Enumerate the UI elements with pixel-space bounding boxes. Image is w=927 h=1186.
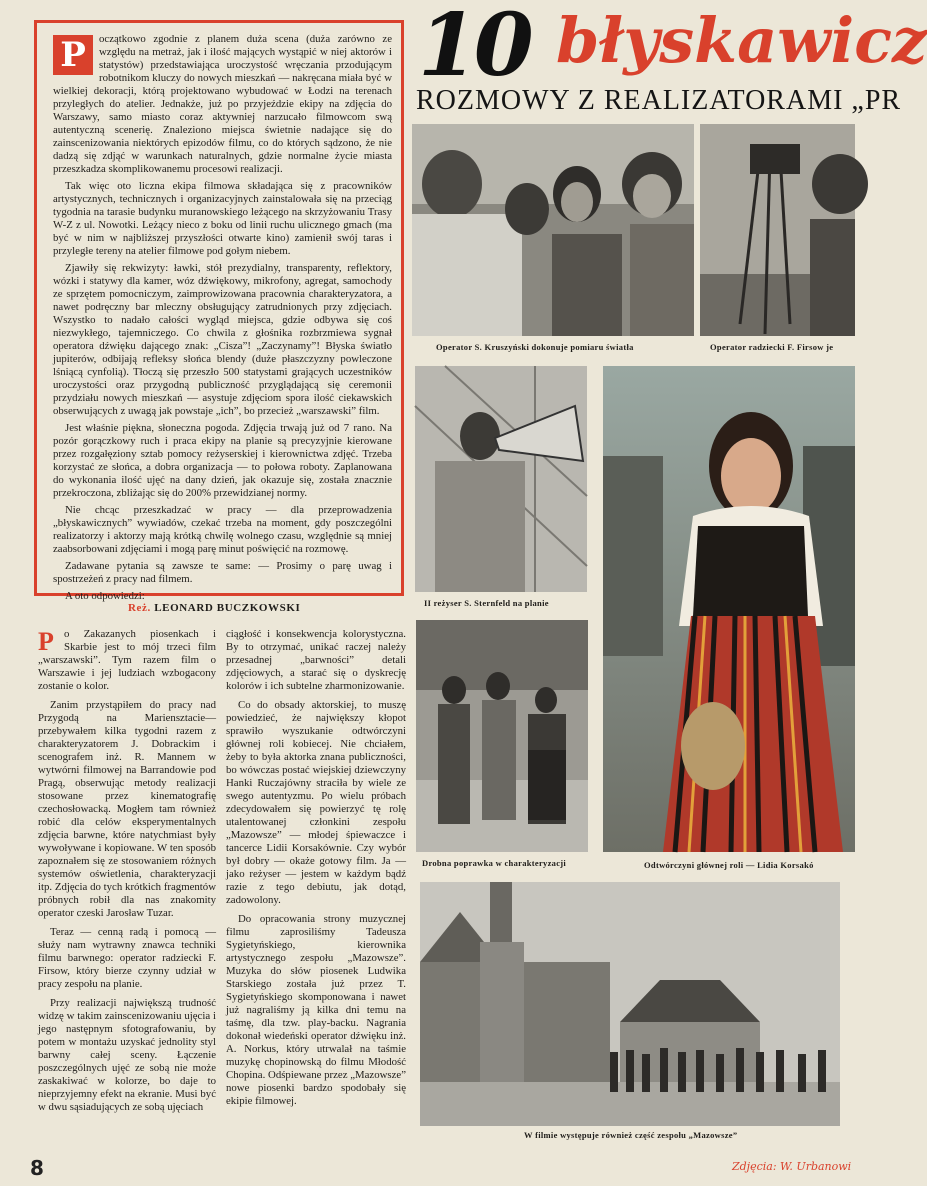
intro-paragraph: Jest właśnie piękna, słoneczna pogoda. Zdjęcia trwają już od 7 rano. Na pozór gorączkowy ruch i praca ekipy na planie są precyzyjnie kierowane przez rozgałęziony sztab pomocy reżyserskiej i kierownictwa zdjęć. Trzeba korzystać ze słońca, a dobra organizacja — to połowa roboty. Zaplanowana do wykonania ilość ujęć na dany dzień, jak okazuje się, została znacznie przekroczona, zbliżając się do 200% przewidzianej normy. <box>53 422 392 499</box>
article-paragraph: Przy realizacji największą trudność widzę w takim zainscenizowaniu ujęcia i jego następnym sfotografowaniu, by potem w montażu uzyskać jednolity styl barwny całej sceny. Łączenie poszczególnych ujęć ze sobą nie może zaskakiwać w kolorze, bo daje to nieprzyjemny efekt na ekranie. Musi być w dwu sąsiadujących ze sobą ujęciach <box>38 997 216 1113</box>
article-dropcap: P <box>38 627 54 656</box>
article-column-1 <box>38 628 216 1148</box>
byline-prefix: Reż. <box>128 602 151 614</box>
intro-paragraph: Tak więc oto liczna ekipa filmowa składająca się z pracowników artystycznych, technicznych i organizacyjnych zainstalowała się na przeciąg tygodnia na tarasie budynku muranowskiego leżącego na skrzyżowaniu Trasy W-Z z ul. Nowotki. Leżący nieco z boku od linii ruchu ulicznego gmach (ma być w nim w najbliższej przyszłości otwarte kino) zamienił swój taras i przyległe tereny na atelier filmowe pod gołym niebem. <box>53 180 392 257</box>
article-paragraph: Co do obsady aktorskiej, to muszę powiedzieć, że największy kłopot sprawiło wyszukanie odtwórczyni głównej roli kobiecej. Nie chciałem, żeby to była aktorka znana publiczności, bo wówczas postać wiejskiej dziewczyny Hanki Ruczajówny straciła by wiele ze swego autentyzmu. Po wielu próbach zdecydowałem się powierzyć tę rolę utalentowanej członkini zespołu „Mazowsze” — młodej śpiewaczce i tancerce Lidii Korsakównie. Czy wybór był dobry — okaże gotowy film. Ja — jako reżyser — jestem w każdym bądź razie z tego debiutu, jak dotąd, zadowolony. <box>226 699 406 906</box>
article-column-2 <box>226 628 406 1148</box>
article-paragraph: Do opracowania strony muzycznej filmu zaprosiliśmy Tadeusza Sygietyńskiego, kierownika artystycznego zespołu „Mazowsze”. Muzyka do słów piosenek Ludwika Starskiego została już przez T. Sygietyńskiego skomponowana i nawet już nagraliśmy ją kilka dni temu na taśmę, dla tzw. play-backu. Nagrania dokonał wiedeński operator dźwięku inż. A. Norkus, który utrwalał na taśmie muzykę chopinowską do filmu Młodość Chopina. Odśpiewane przez „Mazowsze” nowe piosenki bardzo spodobały się ekipie filmowej. <box>226 913 406 1107</box>
photo-lead-actress <box>603 366 855 852</box>
photo-credit: Zdjęcia: W. Urbanowi <box>732 1160 852 1173</box>
caption-photo-6: W filmie występuje również część zespołu „Mazowsze” <box>524 1130 738 1140</box>
photo-soviet-operator <box>700 124 855 336</box>
intro-paragraph: Zjawiły się rekwizyty: ławki, stół prezydialny, transparenty, reflektory, wózki i statywy dla kamer, wóz dźwiękowy, mikrofony, agregat, samochody ze sprzętem pomocniczym, zaimprowizowana pracownia charakteryzatora, a nawet podręczny bar mleczny obsługujący zatrudnionych przy zdjęciach. Wszystko to nadało całości wygląd miejsca, gdzie odbywa się coś niezwykłego, tajemniczego. Co chwila z głośnika rozbrzmiewa sygnał operatora dźwięku dającego znak: „Cisza”! „Zaczynamy”! Błyska światło jupiterów, odbijają refleksy słońca blendy (duże płaszczyzny powleczone lśniącą cynfolią). Tłoczą się przeszło 500 statystami grających uczestników uroczystości oraz przygodną publiczność przyglądającą się ceremonii przydziału nowych mieszkań — asystuje zdjęciom spora ilość ciekawskich obserwujących z uwagą jak powstaje „ich”, bo przecież „warszawski” film. <box>53 262 392 417</box>
headline-number: 10 <box>418 0 530 96</box>
intro-paragraph: Nie chcąc przeszkadzać w pracy — dla przeprowadzenia „błyskawicznych” wywiadów, czekać trzeba na moment, gdy poszczególni realizatorzy i aktorzy mają krótką chwilę wolnego czasu, względnie są mniej zaabsorbowani zdjęciami i mogą parę minut poświęcić na rozmowę. <box>53 504 392 555</box>
photo-makeup <box>416 620 588 852</box>
intro-dropcap: P <box>53 35 93 75</box>
byline <box>128 600 378 616</box>
headline-subtitle: ROZMOWY Z REALIZATORAMI „PR <box>416 85 902 116</box>
article-paragraph: Zanim przystąpiłem do pracy nad Przygodą na Mariensztacie— przebywałem kilka tygodni razem z charakteryzatorem J. Dobrackim i scenografem inż. R. Mannem w wytwórni filmowej na Barrandowie pod Pragą, obserwując metody realizacji stosowane przez kinematografię czechosłowacką. Mogłem tam również robić dla celów eksperymentalnych zdjęcia barwne, które natychmiast były wywoływane i kopiowane. W ten sposób zapoznałem się ze stosowaniem różnych systemów oświetlenia, charakteryzacji itp. Zdjęcia do tych krótkich fragmentów próbnych robił dla nas znakomity operator czeski Jarosław Tuzar. <box>38 699 216 919</box>
article-paragraph: ciągłość i konsekwencja kolorystyczna. By to otrzymać, unikać raczej należy przesadnej „barwności” detali zdjęciowych, a starać się o dyskrecję kolorów i ich subtelne zharmonizowanie. <box>226 628 406 692</box>
photo-mazowsze-ensemble <box>420 882 840 1126</box>
caption-photo-1: Operator S. Kruszyński dokonuje pomiaru światła <box>436 342 634 352</box>
intro-paragraph: oczątkowo zgodnie z planem duża scena (duża zarówno ze względu na metraż, jak i ilość mających wystąpić w niej aktorów i statystów) przedstawiająca uroczystość wręczania przodującym robotnikom kluczy do nowych mieszkań — nakręcana miała być w wielkiej dekoracji, którą projektowano wybudować w Łodzi na terenach przyległych do atelier. Jednakże, już po przyjeździe ekipy na zdjęcia do Warszawy, samo miasto coraz aktywniej narzucało filmowcom swą autentyczną scenerię. Znaleziono miejsca świetnie nadające się do zainscenizowania niektórych epizodów filmu, co do których sądzono, że nie dadzą się zdjąć w warunkach naturalnych, gdzie normalne życie miasta przeszkadza skomplikowanemu procesowi realizacji. <box>53 33 392 175</box>
photo-operator-light-measure <box>412 124 694 336</box>
intro-text <box>53 33 392 603</box>
intro-paragraph: Zadawane pytania są zawsze te same: — Prosimy o parę uwag i spostrzeżeń z pracy nad filmem. <box>53 560 392 585</box>
intro-paragraph: A oto odpowiedzi: <box>65 590 145 602</box>
byline-name: LEONARD BUCZKOWSKI <box>154 602 301 614</box>
photo-megaphone <box>415 366 587 592</box>
page-number: 8 <box>30 1156 44 1180</box>
article-paragraph: Teraz — cenną radą i pomocą — służy nam wytrawny znawca techniki filmu barwnego: operator radziecki F. Firsow, który bierze czynny udział w pracy zespołu na planie. <box>38 926 216 990</box>
caption-photo-2: Operator radziecki F. Firsow je <box>710 342 834 352</box>
caption-photo-3: II reżyser S. Sternfeld na planie <box>424 598 549 608</box>
caption-photo-5: Odtwórczyni głównej roli — Lidia Korsakó <box>644 860 814 870</box>
caption-photo-4: Drobna poprawka w charakteryzacji <box>422 858 567 868</box>
article-paragraph: o Zakazanych piosenkach i Skarbie jest to mój trzeci film „warszawski”. Tym razem film o Warszawie i jej ludziach wzbogacony zostanie o kolor. <box>38 628 216 692</box>
intro-box <box>34 20 404 602</box>
headline-script-title: błyskawicz <box>556 4 927 77</box>
